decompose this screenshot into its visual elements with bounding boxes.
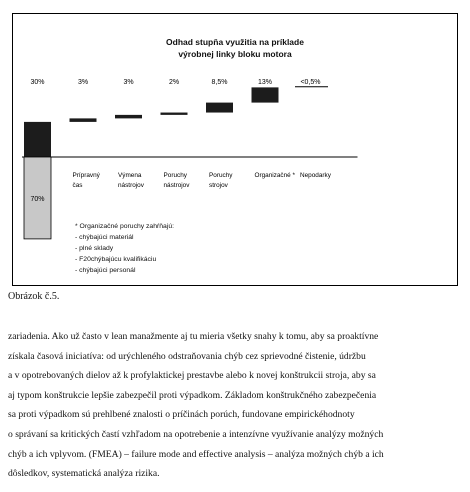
category-label: Prípravný (72, 172, 100, 179)
loss-bar (206, 103, 233, 113)
category-label: Organizačné * (254, 172, 295, 179)
value-label: 30% (30, 79, 45, 86)
value-label: 13% (257, 79, 273, 86)
body-line: dôsledkov, systematická analýza rizika. (8, 468, 160, 480)
category-label: čas (72, 182, 83, 189)
value-label: <0,5% (300, 79, 321, 86)
note-item: - chýbajúci personál (75, 267, 136, 274)
body-line: sa proti výpadkom sú prehlbené znalosti o príčinách porúch, fundovane empirickéhodnoty (8, 409, 355, 421)
body-line: aj typom konštrukcie lepšie zabezpečil proti výpadkom. Základom konštrukčného zabezpečenia (8, 389, 377, 401)
figure-frame (12, 13, 458, 286)
loss-bar (161, 113, 188, 115)
figure-caption: Obrázok č.5. (8, 291, 60, 302)
loss-bar (70, 118, 97, 122)
category-label: Výmena (118, 172, 142, 179)
value-label: 2% (168, 79, 180, 86)
note-item: - F20chýbajúcu kvalifikáciu (75, 256, 157, 263)
value-label: 3% (77, 79, 89, 86)
loss-bar (252, 87, 279, 102)
category-label: strojov (209, 182, 228, 189)
category-label: nástrojov (163, 182, 190, 189)
body-line: o správaní sa kritických častí vzhľadom na opotrebenie a intenzívne využívanie analýzy možných (8, 428, 384, 440)
value-label: 8,5% (211, 79, 228, 86)
category-label: Nepodarky (300, 172, 331, 179)
value-label: 3% (123, 79, 134, 86)
category-label: nástrojov (118, 182, 144, 189)
chart-title-line-2: výrobnej linky bloku motora (178, 49, 292, 59)
chart-note (75, 221, 174, 276)
body-text (8, 327, 464, 484)
note-item: - chýbajúci materiál (75, 234, 134, 241)
body-line: zariadenia. Ako už často v lean manažmente aj tu mieria všetky snahy k tomu, aby sa proaktívne (8, 331, 379, 342)
note-item: - plné sklady (75, 245, 114, 252)
note-heading: * Organizačné poruchy zahŕňajú: (75, 223, 174, 230)
loss-bar (115, 115, 142, 119)
loss-bar (24, 122, 51, 157)
utilization-label: 70% (30, 196, 45, 203)
category-label: Poruchy (163, 172, 187, 179)
category-label: Poruchy (209, 172, 233, 179)
body-line: a v opotrebovaných dielov až k profylaktickej prestavbe alebo k novej konštrukcii stroja, aby sa (8, 370, 376, 382)
chart-title-line-1: Odhad stupňa využitia na príklade (166, 37, 304, 47)
body-line: chýb a ich vplyvom. (FMEA) – failure mode and effective analysis – analýza možných chýb a ich (8, 448, 384, 460)
body-line: získala časová iniciatíva: od urýchleného odstraňovania chýb cez sprievodné čistenie, údržbu (8, 350, 366, 362)
